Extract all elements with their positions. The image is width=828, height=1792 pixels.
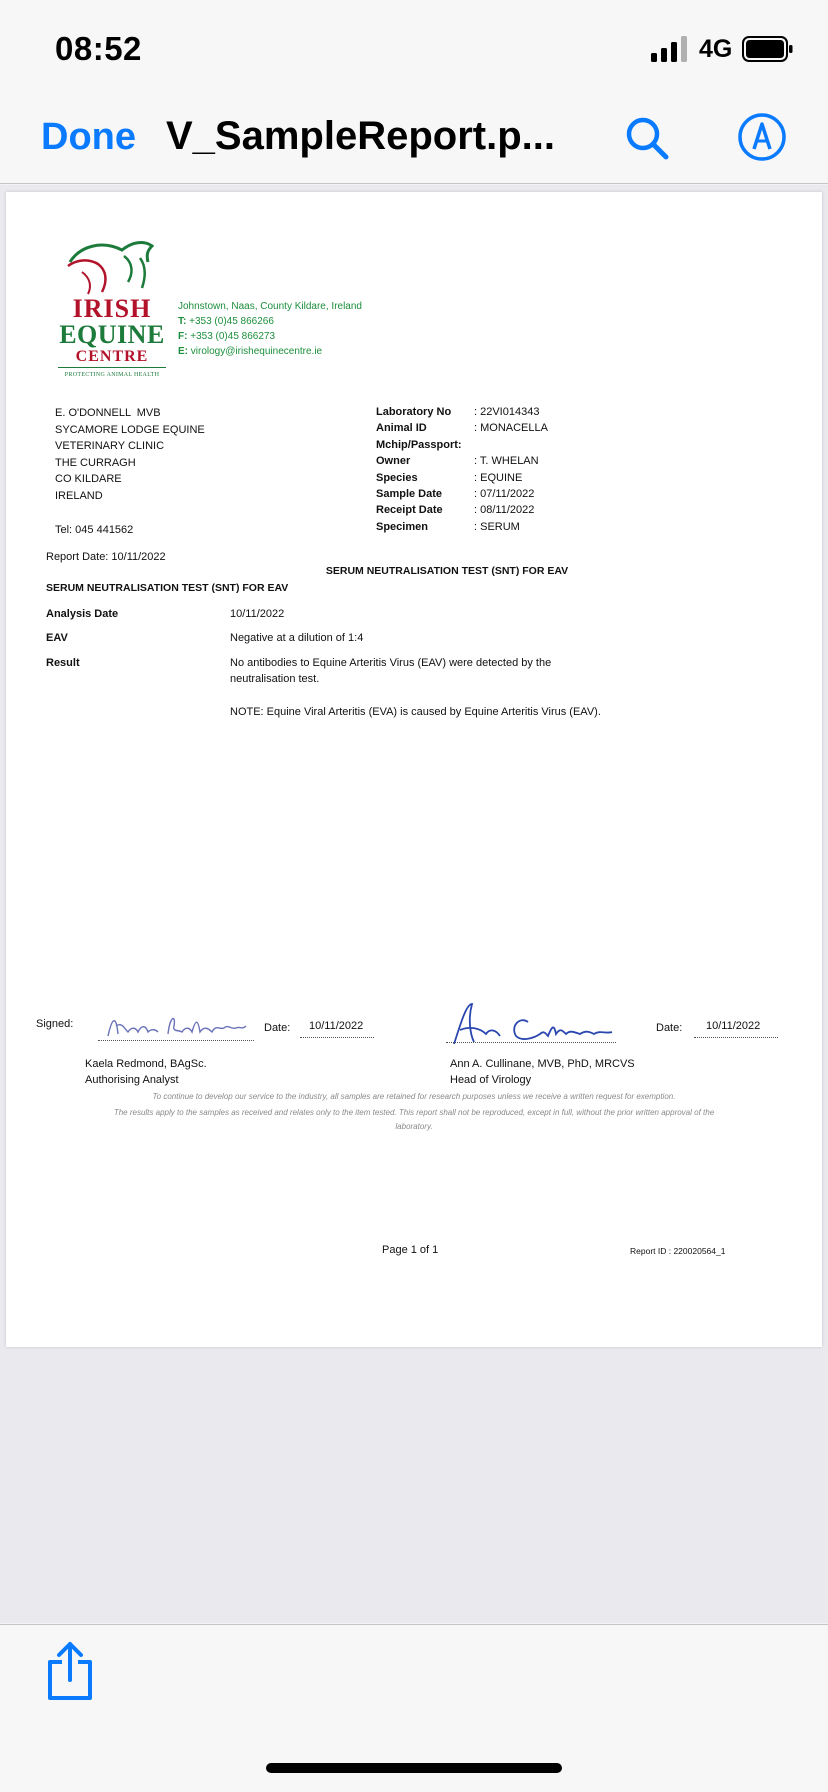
contact-tel: +353 (0)45 866266 xyxy=(189,316,274,327)
signature-date-1: 10/11/2022 xyxy=(309,1020,364,1032)
battery-icon xyxy=(742,36,794,62)
lab-info-key: Animal ID xyxy=(376,422,427,435)
contact-email-label: E: xyxy=(178,346,188,357)
address-line: THE CURRAGH xyxy=(55,456,136,469)
signer-2-name: Ann A. Cullinane, MVB, PhD, MRCVS xyxy=(450,1058,635,1070)
signer-2 xyxy=(450,1056,635,1088)
lab-info-value: : 08/11/2022 xyxy=(474,504,535,517)
lab-info-row xyxy=(376,437,548,453)
result-key: Result xyxy=(46,657,80,669)
logo-text-equine: EQUINE xyxy=(59,320,165,349)
footer-note-results: The results apply to the samples as received and relates only to the item tested. This report shall not be reproduced, except in full, without the prior written approval of the laboratory. xyxy=(113,1108,715,1131)
lab-info-key: Species xyxy=(376,471,418,484)
markup-icon[interactable] xyxy=(737,112,787,162)
lab-info-row xyxy=(376,420,548,436)
page-number: Page 1 of 1 xyxy=(382,1244,439,1256)
lab-info-row xyxy=(376,453,548,469)
contact-fax-label: F: xyxy=(178,331,188,342)
lab-info-value: : MONACELLA xyxy=(474,422,548,435)
document-title: V_SampleReport.p... xyxy=(166,114,555,158)
lab-info-key: Owner xyxy=(376,455,411,468)
signature-date-2: 10/11/2022 xyxy=(706,1020,761,1032)
result-row-eav xyxy=(46,630,610,646)
result-value: 10/11/2022 xyxy=(230,608,285,620)
report-id: Report ID : 220020564_1 xyxy=(630,1246,726,1256)
date-label: Date: xyxy=(656,1022,683,1034)
recipient-tel: Tel: 045 441562 xyxy=(55,524,134,536)
contact-email: virology@irishequinecentre.ie xyxy=(190,346,323,357)
lab-info-table xyxy=(376,404,548,535)
lab-info-row xyxy=(376,470,548,486)
lab-info-key: Receipt Date xyxy=(376,504,443,517)
lab-info-key: Mchip/Passport: xyxy=(376,438,462,451)
lab-info-row xyxy=(376,519,548,535)
lab-info-row xyxy=(376,404,548,420)
signer-2-role: Head of Virology xyxy=(450,1074,532,1086)
footer-note-retention: To continue to develop our service to the industry, all samples are retained for research purposes unless we receive a written request for exemption. xyxy=(152,1092,676,1101)
contact-block xyxy=(178,299,362,359)
document-page xyxy=(6,192,822,1347)
signal-icon xyxy=(651,36,689,62)
irish-equine-centre-logo xyxy=(52,236,172,386)
test-title: SERUM NEUTRALISATION TEST (SNT) FOR EAV xyxy=(46,582,289,594)
logo-text-centre: CENTRE xyxy=(75,348,149,365)
done-button[interactable]: Done xyxy=(41,116,136,158)
result-row-analysis-date xyxy=(46,606,610,622)
logo-tagline: PROTECTING ANIMAL HEALTH xyxy=(64,372,160,378)
result-row-note xyxy=(46,704,610,720)
share-icon[interactable] xyxy=(44,1640,96,1702)
signed-label: Signed: xyxy=(36,1018,74,1030)
result-key: EAV xyxy=(46,632,68,644)
test-title-centered: SERUM NEUTRALISATION TEST (SNT) FOR EAV xyxy=(325,565,569,577)
horse-icon xyxy=(62,236,162,296)
signer-1-role: Authorising Analyst xyxy=(85,1074,179,1086)
result-value: Negative at a dilution of 1:4 xyxy=(230,632,364,644)
address-line: IRELAND xyxy=(55,489,103,502)
contact-fax: +353 (0)45 866273 xyxy=(190,331,276,342)
address-line: CO KILDARE xyxy=(55,473,122,486)
lab-info-row xyxy=(376,486,548,502)
report-date: Report Date: 10/11/2022 xyxy=(46,551,166,563)
signer-1 xyxy=(85,1056,207,1088)
lab-info-value: : T. WHELAN xyxy=(474,455,539,468)
result-value: No antibodies to Equine Arteritis Virus (EAV) were detected by the neutralisation test. xyxy=(230,657,552,685)
address-line: SYCAMORE LODGE EQUINE xyxy=(55,423,205,436)
address-line: E. O'DONNELL MVB xyxy=(55,407,161,419)
signer-1-name: Kaela Redmond, BAgSc. xyxy=(85,1058,207,1070)
result-key: Analysis Date xyxy=(46,608,119,620)
address-line: VETERINARY CLINIC xyxy=(55,440,165,453)
lab-info-key: Sample Date xyxy=(376,488,443,501)
lab-info-value: : 07/11/2022 xyxy=(474,488,535,501)
search-icon[interactable] xyxy=(623,114,671,162)
recipient-address xyxy=(55,405,205,505)
result-note: NOTE: Equine Viral Arteritis (EVA) is caused by Equine Arteritis Virus (EAV). xyxy=(230,706,601,718)
network-type: 4G xyxy=(699,35,733,63)
lab-info-value: : 22VI014343 xyxy=(474,406,540,418)
lab-info-value: : SERUM xyxy=(474,520,520,533)
signature-kaela-redmond xyxy=(102,1008,252,1048)
lab-info-row xyxy=(376,502,548,518)
document-viewer[interactable] xyxy=(0,185,828,1623)
lab-info-key: Specimen xyxy=(376,520,428,533)
home-indicator[interactable] xyxy=(266,1763,562,1773)
contact-tel-label: T: xyxy=(178,316,187,327)
logo-text-irish: IRISH xyxy=(72,294,152,323)
nav-bar xyxy=(0,90,828,184)
date-label: Date: xyxy=(264,1022,291,1034)
lab-info-value: : EQUINE xyxy=(474,471,523,484)
lab-info-key: Laboratory No xyxy=(376,406,452,418)
status-bar xyxy=(0,0,828,90)
status-time: 08:52 xyxy=(55,30,142,67)
result-row-result xyxy=(46,655,610,687)
contact-address: Johnstown, Naas, County Kildare, Ireland xyxy=(178,301,362,312)
